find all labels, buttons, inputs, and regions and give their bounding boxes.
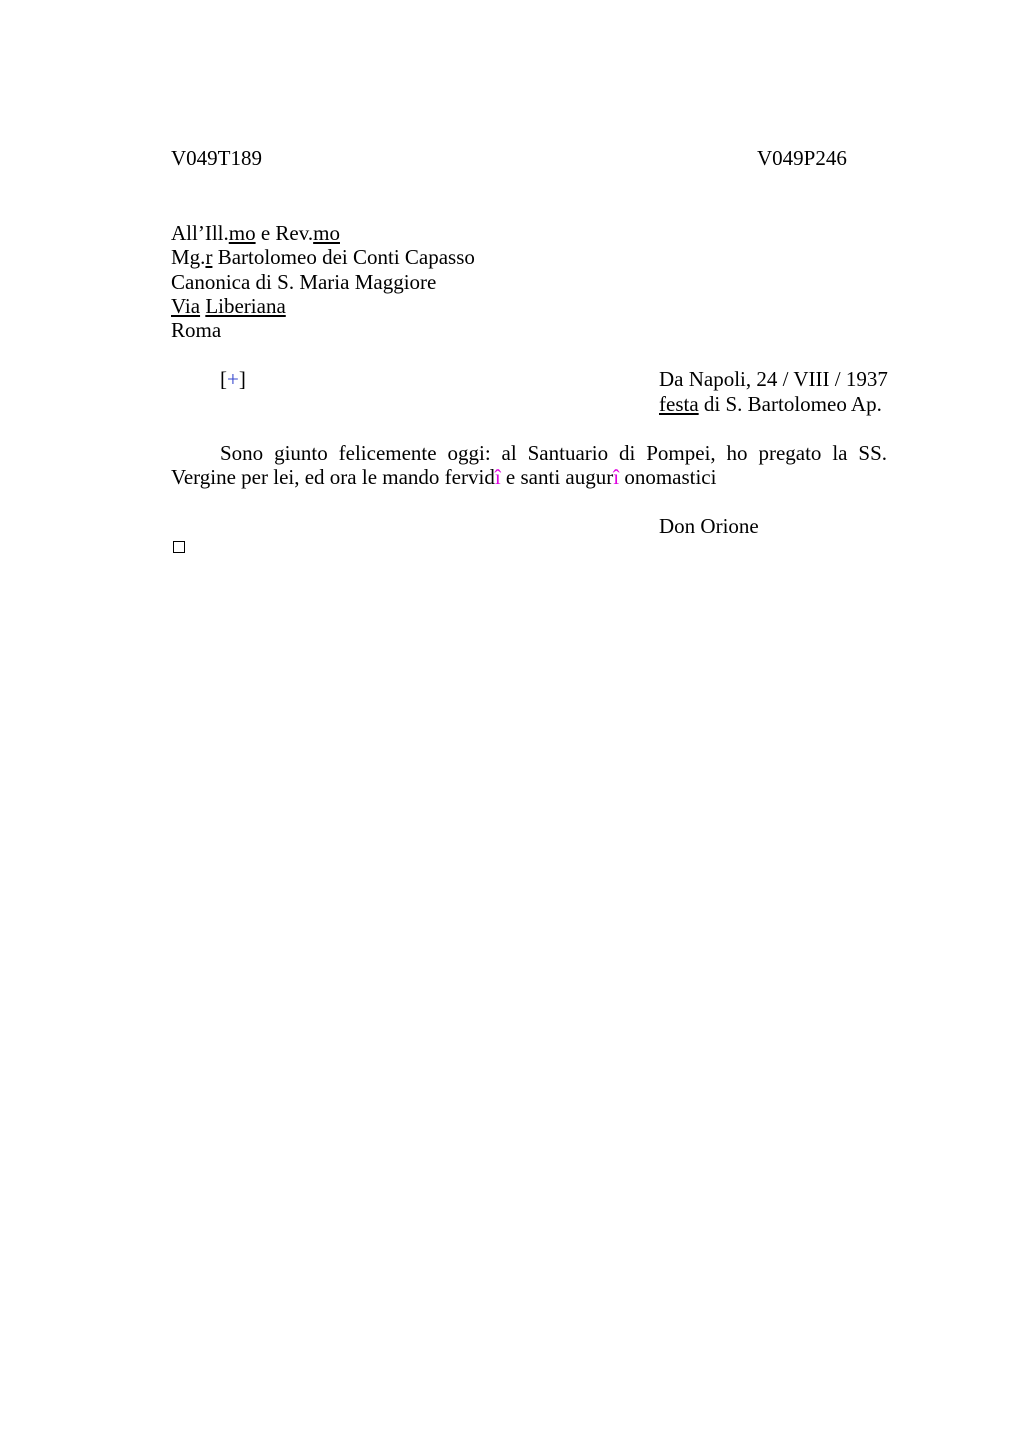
dateline-feast: festa di S. Bartolomeo Ap.: [659, 392, 882, 416]
address-line-salutation: All’Ill.mo e Rev.mo: [171, 221, 340, 245]
document-code-left: V049T189: [171, 146, 262, 170]
cross-mark: [+]: [220, 367, 246, 391]
address-line-city: Roma: [171, 318, 222, 342]
editorial-mark: î: [613, 465, 620, 489]
document-code-right: V049P246: [757, 146, 847, 170]
address-line-street: Via Liberiana: [171, 294, 286, 318]
signature: Don Orione: [659, 514, 759, 538]
address-line-canonica: Canonica di S. Maria Maggiore: [171, 270, 437, 294]
cross-icon: +: [227, 367, 239, 391]
letter-body: Sono giunto felicemente oggi: al Santuario di Pompei, ho pregato la SS. Vergine per lei, ed ora le mando fervidî e santi augurî onomastici: [171, 441, 887, 489]
address-line-recipient: Mg.r Bartolomeo dei Conti Capasso: [171, 245, 475, 269]
editorial-mark: î: [494, 465, 501, 489]
dateline-place-date: Da Napoli, 24 / VIII / 1937: [659, 367, 888, 391]
square-box-icon: [173, 541, 185, 553]
